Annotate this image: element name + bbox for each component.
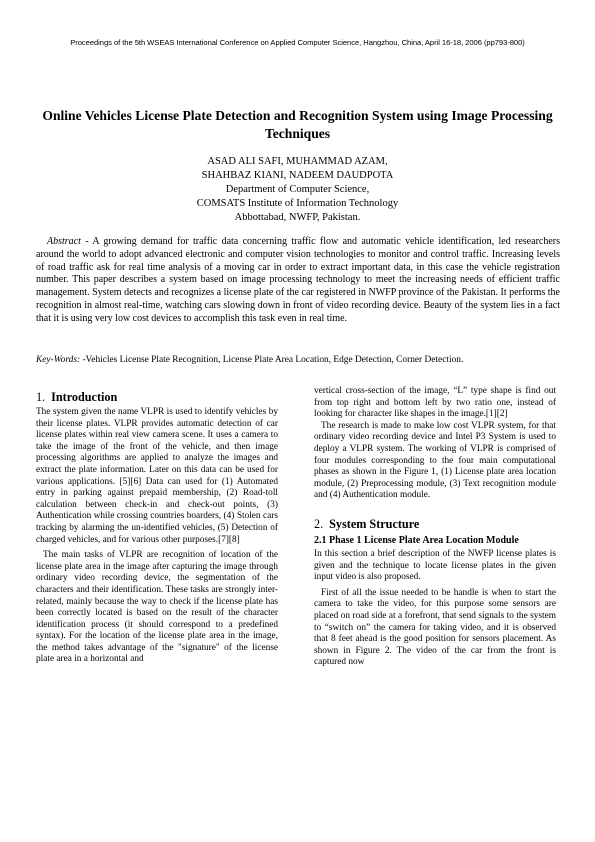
section-spacer: [314, 502, 556, 516]
intro-paragraph-2-continued: vertical cross-section of the image, “L” type shape is find out from top right and bottom left by two ratio one, instead of looking for character like shapes in the image.[1][2]: [314, 386, 556, 420]
author-line-1: ASAD ALI SAFI, MUHAMMAD AZAM,: [207, 156, 388, 167]
intro-paragraph-3: The research is made to make low cost VLPR system, for that ordinary video recording device and Intel P3 System is used to deploy a VLPR system. The working of VLPR is comprised of four modules corresponding to the four main computational phases as shown in the Figure 1, (1) License plate area location module, (2) Preprocessing module, (3) Text recognition module and (4) Authentication module.: [314, 420, 556, 501]
section-heading-introduction: [36, 389, 278, 405]
abstract-label: Abstract: [47, 236, 81, 247]
abstract: [36, 236, 560, 326]
abstract-text: - A growing demand for traffic data concerning traffic flow and automatic vehicle identification, led researchers around the world to adopt advanced electronic and computer vision technologies to monitor and control traffic. Increasing levels of road traffic ask for real time analysis of a moving car in order to extract important data, in this case the vehicle registration number. This paper describes a system based on image processing technology to meet the increasing needs of efficient traffic management. System detects and recognizes a license plate of the car registered in NWFP province of the Pakistan. It performs the recognition in almost real-time, watching cars slowing down in front of video recording device. Beauty of the system lies in a fact that it is using very low cost devices to accomplish this task even in real time.: [36, 236, 560, 324]
keywords: [36, 354, 560, 366]
author-block: [60, 155, 535, 225]
section-title: Introduction: [51, 390, 118, 404]
running-head: Proceedings of the 5th WSEAS International Conference on Applied Computer Science, Hangzhou, China, April 16-18, 2006 (pp793-800): [70, 38, 525, 47]
author-department: Department of Computer Science,: [225, 184, 370, 195]
section-number: 1.: [36, 390, 46, 404]
section-heading-system-structure: [314, 516, 556, 532]
structure-paragraph-2: First of all the issue needed to be handle is when to start the camera to take the video, for this purpose some sensors are placed on road side at a forefront, that send signals to the system to “switch on” the camera for taking video, and it is observed that 8 feet ahead is the good position for sensors placement. As shown in Figure 2. The video of the car from the front is captured now: [314, 587, 556, 668]
author-location: Abbottabad, NWFP, Pakistan.: [234, 212, 361, 223]
left-column: [36, 389, 278, 666]
keywords-text: -Vehicles License Plate Recognition, License Plate Area Location, Edge Detection, Corner Detection.: [80, 355, 464, 365]
section-number: 2.: [314, 516, 324, 531]
right-column: [314, 386, 556, 669]
intro-paragraph-1: The system given the name VLPR is used to identify vehicles by their license plates. VLPR provides automatic detection of car license plates within real view camera scene. It uses a camera to take the image of the front of the vehicle, and then image processing algorithms are applied to analyze the images and extract the plate information. Later on this data can be used for various applications. [5][6] Data can used for (1) Automated entry in parking against prepaid membership, (2) Road-toll calculation between check-in and check-out points, (3) Authentication while crossing countries boarders, (4) Stolen cars tracking by alarming the un-identified vehicles, (5) Detection of charged vehicles, and for various other purposes.[7][8]: [36, 407, 278, 545]
intro-paragraph-2: The main tasks of VLPR are recognition of location of the license plate area in the image after capturing the image through ordinary video recording device, the segmentation of the characters and their identification. These tasks are strongly inter-related, mainly because the way to check if the license plate has been correctly located is based on the result of the character identification process (it should correspond to a predefined syntax). For the location of the license plate area in the image, the method takes advantage of the "signature" of the license plate area in a horizontal and: [36, 550, 278, 665]
structure-paragraph-1: In this section a brief description of the NWFP license plates is given and the technique to locate license plates in the given input video is also proposed.: [314, 548, 556, 583]
subsection-heading: 2.1 Phase 1 License Plate Area Location Module: [314, 534, 519, 546]
author-line-2: SHAHBAZ KIANI, NADEEM DAUDPOTA: [201, 170, 394, 181]
keywords-label: Key-Words:: [36, 355, 81, 365]
section-title: System Structure: [329, 516, 420, 531]
author-institute: COMSATS Institute of Information Technology: [196, 198, 399, 209]
paper-title: Online Vehicles License Plate Detection and Recognition System using Image Processing Techniques: [42, 108, 553, 141]
